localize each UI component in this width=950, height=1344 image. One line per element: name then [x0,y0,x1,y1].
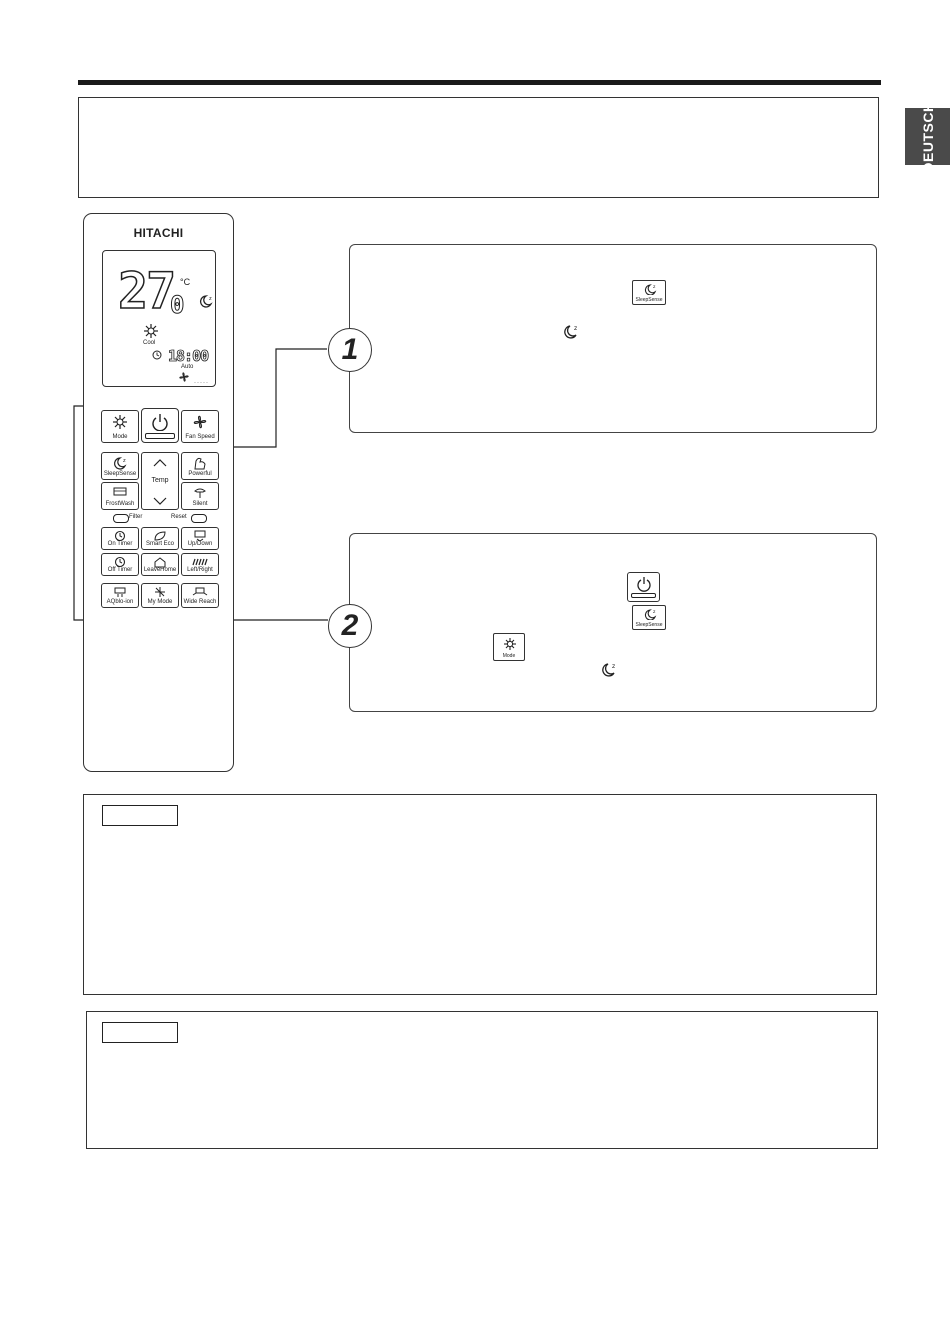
filter-label: Filter [129,514,143,520]
mode-button[interactable] [101,410,139,443]
sleep-moon-icon [643,608,657,620]
temp-label: Temp [151,477,169,484]
display-fan-text: Auto [181,364,194,370]
sleep-moon-icon [643,283,657,295]
power-icon [150,413,170,431]
my-mode-button[interactable] [141,583,179,608]
reset-label: Reset [171,514,187,520]
powerful-button-label: Powerful [188,471,212,477]
on-timer-button[interactable] [101,527,139,550]
reset-button[interactable] [191,514,207,523]
power-button-bar [145,433,175,439]
fan-level-dots: ····· [194,380,209,386]
left-right-button[interactable] [181,553,219,576]
mode-button-label: Mode [112,434,128,440]
display-mode-text: Cool [143,340,156,346]
frost-wash-button[interactable] [101,482,139,510]
silent-button[interactable] [181,482,219,510]
temp-rocker-button[interactable] [141,452,179,510]
sleep-moon-icon [562,324,580,340]
left-right-button-label: Left/Right [187,567,213,573]
chevron-down-icon [153,497,167,505]
inline-sleep-sense-label-2: SleepSense [635,622,663,628]
off-timer-button-label: Off Timer [107,567,133,573]
remote-brand: HITACHI [133,226,184,240]
svg-text:z: z [653,285,656,290]
step-2-panel [349,533,877,712]
leave-home-button-label: LeaveHome [143,567,177,573]
svg-text:z: z [123,458,126,464]
inline-power-bar [631,593,656,598]
display-timer-time: 18:00 [168,347,209,365]
on-timer-button-label: On Timer [107,541,133,547]
display-temperature-decimal: 0 [170,291,185,319]
snowflake-sun-icon [111,414,129,430]
inline-mode-button [493,633,525,661]
note-box-2 [86,1011,878,1149]
silent-button-label: Silent [192,501,208,507]
fan-icon [191,414,209,430]
silent-icon [192,486,208,500]
snowflake-sun-icon [502,637,518,651]
smart-eco-button-label: Smart Eco [145,541,174,547]
inline-mode-label: Mode [502,653,516,659]
aqblo-ion-button[interactable] [101,583,139,608]
svg-text:z: z [653,610,656,615]
snowflake-sun-icon [143,323,159,339]
display-unit: °C [180,277,191,287]
note-box-2-tag [102,1022,178,1043]
my-mode-icon [153,586,167,598]
inline-sleep-sense-button [632,280,666,305]
wide-reach-icon [192,586,208,598]
fan-speed-button-label: Fan Speed [185,434,215,440]
step-2-marker: 2 [328,604,372,648]
sleep-moon-icon [600,662,618,678]
powerful-button[interactable] [181,452,219,480]
note-box-1-tag [102,805,178,826]
svg-text:z: z [574,325,578,332]
fan-icon [178,371,190,383]
leave-home-button[interactable] [141,553,179,576]
step-1-marker: 1 [328,328,372,372]
sleep-sense-button-label: SleepSense [103,471,137,477]
my-mode-button-label: My Mode [147,599,173,605]
frost-wash-icon [112,486,128,498]
inline-sleep-sense-button-2 [632,605,666,630]
off-timer-button[interactable] [101,553,139,576]
power-icon [636,576,652,592]
sleep-moon-icon [198,294,214,308]
display-temperature: 27 [118,262,175,320]
clock-icon [152,350,162,360]
smart-eco-button[interactable] [141,527,179,550]
filter-button[interactable] [113,514,129,523]
chevron-up-icon [153,459,167,467]
svg-text:z: z [612,663,616,670]
aqblo-ion-button-label: AQblo-ion [106,599,134,605]
powerful-arm-icon [192,456,208,470]
sleep-sense-button[interactable] [101,452,139,480]
note-box-1 [83,794,877,995]
sleep-moon-icon [112,456,128,470]
step-1-panel [349,244,877,433]
svg-text:z: z [209,296,212,302]
horizontal-swing-icon [191,557,209,567]
fan-speed-button[interactable] [181,410,219,443]
frost-wash-button-label: FrostWash [105,501,135,507]
ion-icon [113,586,127,598]
up-down-button[interactable] [181,527,219,550]
wide-reach-button[interactable] [181,583,219,608]
language-tab-label: DEUTSCH [919,100,936,173]
wide-reach-button-label: Wide Reach [183,599,217,605]
inline-power-button [627,572,660,602]
power-button[interactable] [141,408,179,443]
inline-sleep-sense-label: SleepSense [635,297,663,303]
up-down-button-label: Up/Down [187,541,213,547]
